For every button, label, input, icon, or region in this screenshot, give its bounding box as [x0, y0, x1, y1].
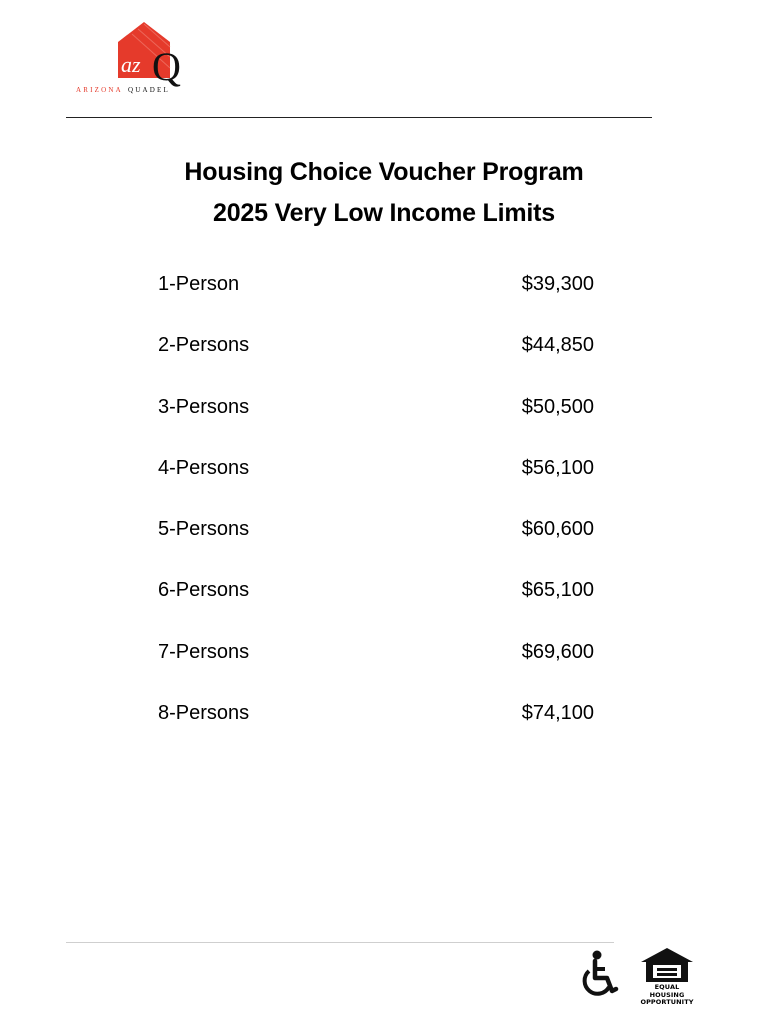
equal-housing-opportunity-icon [638, 946, 696, 1006]
logo-wordmark-arizona: ARIZONA [76, 86, 123, 94]
household-size-label: 7-Persons [158, 640, 250, 663]
logo-wordmark-quadel: QUADEL [128, 86, 170, 94]
income-limit-amount: $74,100 [521, 702, 594, 725]
list-item [158, 571, 598, 632]
logo-mark-q: Q [152, 44, 181, 89]
income-limit-amount: $50,500 [521, 395, 594, 418]
list-item [158, 326, 598, 387]
title-line-program: Housing Choice Voucher Program [184, 158, 584, 186]
header-divider [66, 117, 652, 118]
equal-housing-line2: OPPORTUNITY [640, 998, 694, 1006]
title-line-limits: 2025 Very Low Income Limits [213, 199, 555, 227]
arizona-quadel-logo [74, 20, 194, 98]
logo-mark-az: az [121, 52, 141, 77]
household-size-label: 2-Persons [158, 334, 250, 357]
household-size-label: 8-Persons [158, 702, 250, 725]
household-size-label: 5-Persons [158, 518, 250, 541]
income-limit-amount: $65,100 [521, 579, 594, 602]
income-limit-amount: $60,600 [521, 518, 594, 541]
list-item [158, 510, 598, 571]
household-size-label: 6-Persons [158, 579, 250, 602]
income-limit-amount: $44,850 [521, 334, 594, 357]
household-size-label: 3-Persons [158, 395, 250, 418]
income-limits-list [158, 265, 598, 755]
income-limit-amount: $56,100 [521, 456, 594, 479]
list-item [158, 388, 598, 449]
footer-divider [66, 942, 614, 943]
list-item [158, 633, 598, 694]
household-size-label: 4-Persons [158, 456, 250, 479]
page-title [0, 152, 768, 234]
wheelchair-accessibility-icon [577, 950, 619, 1000]
list-item [158, 694, 598, 755]
household-size-label: 1-Person [158, 273, 240, 295]
equal-housing-caption [638, 984, 696, 1007]
equal-housing-line1: EQUAL HOUSING [649, 983, 685, 999]
list-item [158, 265, 598, 326]
house-logo-icon [74, 20, 194, 98]
income-limit-amount: $69,600 [521, 640, 594, 663]
income-limit-amount: $39,300 [521, 273, 594, 295]
list-item [158, 449, 598, 510]
